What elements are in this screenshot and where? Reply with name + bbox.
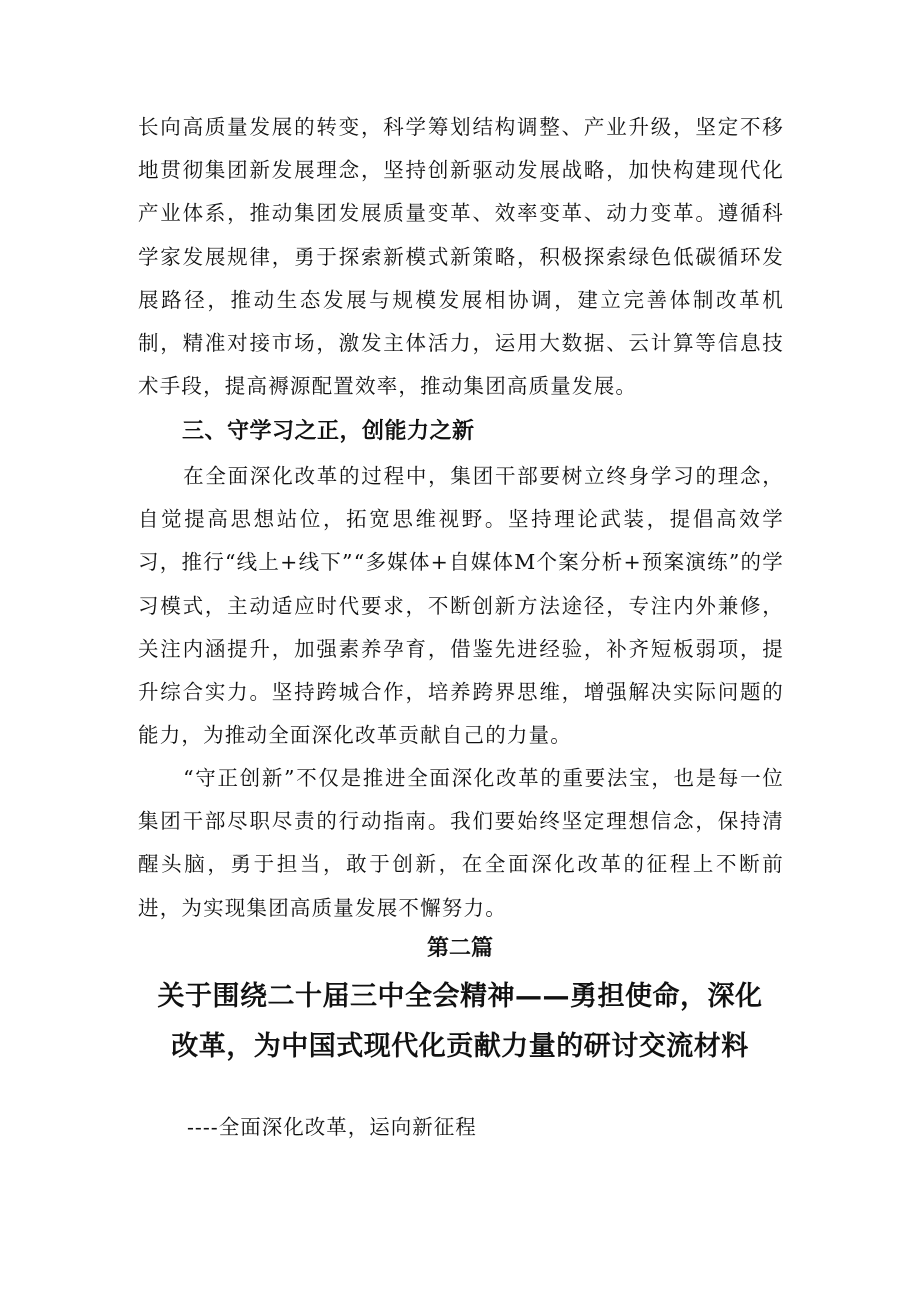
paragraph-learning: 在全面深化改革的过程中，集团干部要树立终身学习的理念，自觉提高思想站位，拓宽思维视野。坚持理论武装，提倡高效学习，推行“线上+线下”“多媒体+自媒体M个案分析+预案演练”的学习模式，主动适应时代要求，不断创新方法途径，专注内外兼修，关注内涵提升，加强素养孕育，借鉴先进经验，补齐短板弱项，提升综合实力。坚持跨城合作，培养跨界思维，增强解决实际问题的能力，为推动全面深化改革贡献自己的力量。 [138,464,784,748]
paragraph-development: 长向高质量发展的转变，科学筹划结构调整、产业升级，坚定不移地贯彻集团新发展理念，坚持创新驱动发展战略，加快构建现代化产业体系，推动集团发展质量变革、效率变革、动力变革。遵循科学家发展规律，勇于探索新模式新策略，积极探索绿色低碳循环发展路径，推动生态发展与规模发展相协调，建立完善体制改革机制，精准对接市场，激发主体活力，运用大数据、云计算等信息技术手段，提高褥源配置效率，推动集团高质量发展。 [138,115,784,399]
document-subtitle: ----全面深化改革，运向新征程 [187,1115,477,1139]
paragraph-conclusion: “守正创新”不仅是推进全面深化改革的重要法宝，也是每一位集团干部尽职尽责的行动指南。我们要始终坚定理想信念，保持清醒头脑，勇于担当，敢于创新，在全面深化改革的征程上不断前进，为实现集团高质量发展不懈努力。 [138,766,784,920]
part-heading: 第二篇 [426,936,493,961]
section-heading-learning: 三、守学习之正，创能力之新 [182,419,475,444]
document-title: 关于围绕二十届三中全会精神——勇担使命，深化改革，为中国式现代化贡献力量的研讨交流材料 [157,981,763,1062]
